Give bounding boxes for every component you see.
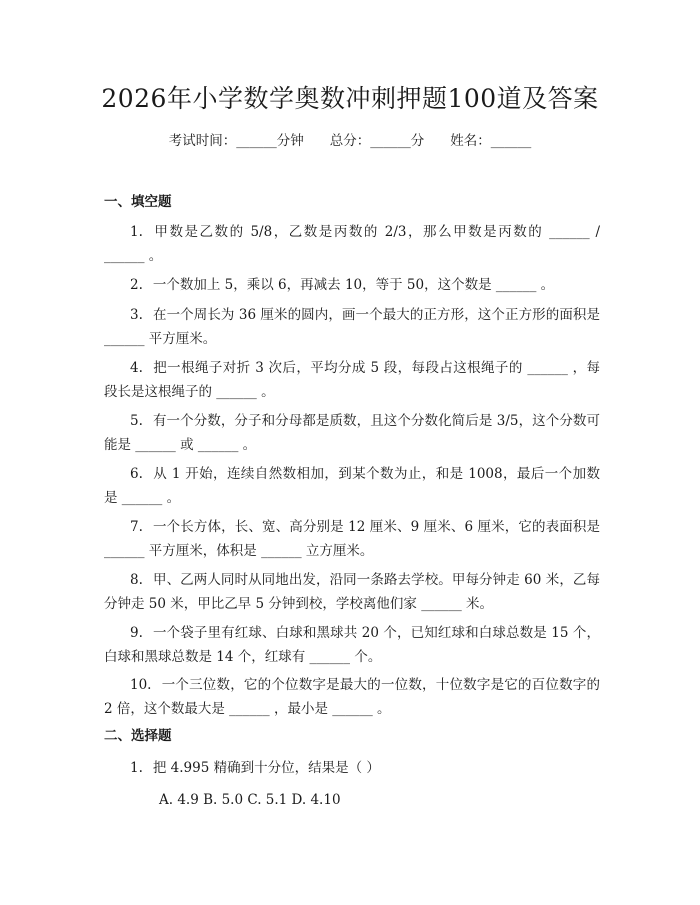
- section-heading-multiple-choice: 二、选择题: [104, 728, 172, 744]
- question-text: 一个三位数，它的个位数字是最大的一位数，十位数字是它的百位数字的 2 倍，这个数最大是 ______ ，最小是 ______ 。: [104, 677, 600, 717]
- question-item: [104, 409, 600, 457]
- page-title: 2026年小学数学奥数冲刺押题100道及答案: [101, 84, 599, 113]
- question-text: 把 4.995 精确到十分位，结果是（ ）: [152, 760, 380, 776]
- question-options: A. 4.9 B. 5.0 C. 5.1 D. 4.10: [159, 792, 341, 808]
- question-item: [104, 515, 600, 563]
- question-item: [104, 621, 600, 669]
- question-number: 10.: [130, 677, 152, 693]
- question-number: 8.: [130, 572, 143, 588]
- question-number: 2.: [130, 277, 143, 293]
- question-number: 3.: [130, 307, 143, 323]
- question-item: [104, 462, 600, 510]
- question-item: [104, 220, 600, 268]
- exam-meta-line: [0, 131, 700, 151]
- question-number: 9.: [130, 625, 143, 641]
- question-number: 6.: [130, 466, 143, 482]
- question-item: [104, 356, 600, 404]
- question-text: 一个长方体，长、宽、高分别是 12 厘米、9 厘米、6 厘米，它的表面积是 ______ 平方厘米，体积是 ______ 立方厘米。: [104, 519, 600, 559]
- question-number: 5.: [130, 413, 143, 429]
- section-heading-fill-blank: 一、填空题: [104, 194, 172, 210]
- question-text: 把一根绳子对折 3 次后，平均分成 5 段，每段占这根绳子的 ______ ，每段长是这根绳子的 ______ 。: [104, 360, 600, 400]
- exam-time-field: 考试时间：______分钟: [168, 133, 304, 149]
- question-item: [104, 303, 600, 351]
- total-score-field: 总分：______分: [329, 133, 425, 149]
- question-text: 从 1 开始，连续自然数相加，到某个数为止，和是 1008，最后一个加数是 ______ 。: [104, 466, 600, 506]
- question-text: 在一个周长为 36 厘米的圆内，画一个最大的正方形，这个正方形的面积是 ______ 平方厘米。: [104, 307, 600, 347]
- student-name-field: 姓名：______: [450, 133, 532, 149]
- question-number: 4.: [130, 360, 143, 376]
- question-text: 甲数是乙数的 5/8，乙数是丙数的 2/3，那么甲数是丙数的 ______ / ______ 。: [104, 224, 600, 264]
- question-text: 一个数加上 5，乘以 6，再减去 10，等于 50，这个数是 ______ 。: [152, 277, 555, 293]
- question-item: [104, 273, 600, 297]
- question-item: [104, 568, 600, 616]
- question-number: 1.: [130, 760, 143, 776]
- question-text: 甲、乙两人同时从同地出发，沿同一条路去学校。甲每分钟走 60 米，乙每分钟走 50 米，甲比乙早 5 分钟到校，学校离他们家 ______ 米。: [104, 572, 600, 612]
- question-number: 7.: [130, 519, 143, 535]
- question-text: 有一个分数，分子和分母都是质数，且这个分数化简后是 3/5，这个分数可能是 ______ 或 ______ 。: [104, 413, 600, 453]
- question-item: [104, 673, 600, 721]
- question-text: 一个袋子里有红球、白球和黑球共 20 个，已知红球和白球总数是 15 个，白球和黑球总数是 14 个，红球有 ______ 个。: [104, 625, 600, 665]
- question-item: [104, 756, 600, 780]
- question-number: 1.: [130, 224, 143, 240]
